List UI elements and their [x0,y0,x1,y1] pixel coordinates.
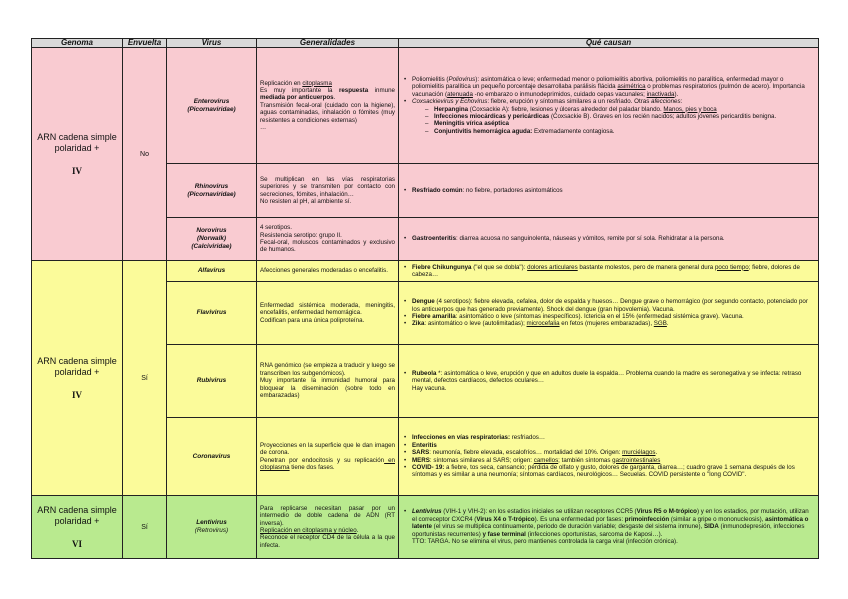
genoma-cell-group1 [32,48,123,261]
gen-line: Afecciones generales moderadas o encefalitis. [260,267,388,275]
sub-list-item: – Herpangina (Coxsackie A): fiebre, lesiones y úlceras alrededor del paladar blando. Manos, pies y boca [434,106,815,113]
virus-cell-enterovirus [167,48,257,164]
que-causan-flavivirus [399,282,819,345]
generalidades-coronavirus [257,418,399,496]
header-row [32,39,819,48]
que-causan-enterovirus [399,48,819,164]
que-causan-rubivirus [399,345,819,418]
list-item: • Fiebre amarilla: asintomático o leve (síntomas inespecíficos). Ictericia en el 15% (enfermedad sistémica grave). Vacuna. [412,313,815,320]
genoma-text: ARN cadena simple polaridad + [37,504,117,526]
gen-line: Reconoce el receptor CD4 de la célula a la que infecta. [260,534,395,549]
gen-line: Para replicarse necesitan pasar por un intermedio de doble cadena de ADN (RT inversa). [260,504,395,527]
virus-name: Rubivirus [196,377,227,384]
virus-name: Lentivirus [196,519,227,526]
virus-name: Norovirus [196,227,227,234]
baltimore-class: IV [71,389,82,400]
gen-line: Replicación en citoplasma y núcleo. [260,527,359,534]
list-item: • Gastroenteritis: diarrea acuosa no sanguinolenta, náuseas y vómitos, remite por sí sola. Rehidratar a la persona. [412,235,815,242]
table-row-lentivirus [32,496,819,559]
header-generalidades: Generalidades [257,39,399,48]
virus-cell-norovirus [167,218,257,261]
generalidades-enterovirus [257,48,399,164]
gen-line: 4 serotipos. [260,224,292,232]
virus-cell-rubivirus [167,345,257,418]
table-row-enterovirus [32,48,819,164]
generalidades-rhinovirus [257,164,399,218]
gen-line: No resisten al pH, al ambiente sí. [260,197,352,205]
gen-line: Codifican para una única poliproteína. [260,316,365,324]
list-item: • Dengue (4 serotipos): fiebre elevada, cefalea, dolor de espalda y huesos… Dengue grave o hemorrágico (por segundo contacto, potenciado por los anticuerpos que has generado previamente). Shock del dengue (gran hipovolemia). Vacuna. [412,298,815,313]
que-causan-rhinovirus [399,164,819,218]
table-row-alfavirus [32,261,819,282]
list-item: • Enteritis [412,442,815,449]
gen-line: Es muy importante la respuesta inmune mediada por anticuerpos. [260,86,395,102]
list-item: • SARS: neumonía, fiebre elevada, escalofríos… mortalidad del 10%. Origen: murciélagos. [412,449,815,456]
header-que-causan: Qué causan [399,39,819,48]
header-virus: Virus [167,39,257,48]
list-item: • Fiebre Chikungunya ("el que se dobla"): dolores articulares bastante molestos, pero de manera general dura poco tiempo; fiebre, dolores de cabeza… [412,264,815,279]
generalidades-flavivirus [257,282,399,345]
gen-line: Muy importante la inmunidad humoral para bloquear la diseminación (sobre todo en embarazadas) [260,377,395,400]
virus-table [31,38,819,559]
que-causan-norovirus [399,218,819,261]
header-envuelta: Envuelta [123,39,167,48]
list-item: • Zika: asintomático o leve (autolimitadas); microcefalia en fetos (mujeres embarazadas), SGB. [412,320,815,327]
virus-cell-flavivirus [167,282,257,345]
list-item: • MERS: síntomas similares al SARS; origen: camellos; también síntomas gastrointestinales [412,457,815,464]
list-item: • Poliomielitis (Poliovirus): asintomática o leve; enfermedad menor o poliomielitis abortiva, poliomielitis no paralítica, enfermedad mayor o poliomielitis paralítica un pequeño porcentaje desarrollaba parálisis flácida asimétrica o problemas respiratorios (pulmón de acero). Importancia vacunación (atenuada -no embarazo o inmunodeprimidos, cuidado cepas vacunales; inactivada). [412,76,815,98]
virus-family: (Calciviridae) [191,243,232,250]
virus-family: (Retrovirus) [194,527,229,534]
gen-line: Resistencia serotipo: grupo II. [260,231,342,239]
list-item: • Resfriado común: no fiebre, portadores asintomáticos [412,187,815,194]
genoma-cell-group2 [32,261,123,496]
list-item: • COVID- 19: a fiebre, tos seca, cansancio; pérdida de olfato y gusto, dolores de garganta, diarrea…; cuadro grave 1 semana después de los síntomas y es similar a una neumonía; síntomas cardíacos, neurológicos… Secuelas. COVID persistente o "long COVID". [412,464,815,479]
genoma-text: ARN cadena simple polaridad + [37,355,117,377]
virus-family: (Picornaviridae) [187,105,236,113]
gen-line: Penetran por endocitosis y su replicación en citoplasma tiene dos fases. [260,456,395,471]
virus-cell-coronavirus [167,418,257,496]
virus-family: (Picornaviridae) [187,190,236,198]
list-item: • Lentivirus (VIH-1 y VIH-2): en los estadios iniciales se utilizan receptores CCR5 (Virus R5 o M-trópico) y en los estadios, por mutación, utilizan el correceptor CXCR4 (Virus X4 o T-trópico). Es una enfermedad por fases: primoinfección (similar a gripe o mononucleosis), asintomática o latente (el virus se multiplica continuamente, periodo de duración variable; desgaste del sistema inmune), SIDA (inmunodepresión, infecciones oportunistas recurrentes) y fase terminal (infecciones oportunistas, sarcoma de Kaposi…). TTO: TARGA. No se elimina el virus, pero mantienes controlada la carga viral (infección crónica). [412,508,815,545]
virus-cell-lentivirus [167,496,257,559]
virus-name: Alfavirus [197,267,226,274]
generalidades-alfavirus [257,261,399,282]
genoma-cell-group3 [32,496,123,559]
virus-name: Enterovirus [193,97,230,105]
genoma-text: ARN cadena simple polaridad + [37,131,117,153]
virus-cell-rhinovirus [167,164,257,218]
generalidades-lentivirus [257,496,399,559]
list-item: • Infecciones en vías respiratorias: resfriados… [412,434,815,441]
gen-line: Transmisión fecal-oral (cuidado con la higiene), aguas contaminadas, inhalación o fómites (muy resistentes a condiciones externas) [260,101,395,124]
que-causan-alfavirus [399,261,819,282]
gen-line: Enfermedad sistémica moderada, meningitis, encefalitis, enfermedad hemorrágica. [260,301,395,317]
generalidades-norovirus [257,218,399,261]
gen-line: … [260,124,267,132]
sub-list-item: – Infecciones miocárdicas y pericárdicas (Coxsackie B). Graves en los recién nacidos; adultos jóvenes pericarditis benigna. [434,113,815,120]
list-item: • Coxsackievirus y Echovirus: fiebre, erupción y síntomas similares a un resfriado. Otras afecciones: – Herpangina (Coxsackie A): fiebre, lesiones y úlceras alrededor del paladar blando. Manos, pies y boca – Infecciones miocárdicas y pericárdicas (Coxsackie B). Graves en los recién nacidos; adultos jóvenes pericarditis benigna. – Meningitis vírica aséptica – Conjuntivitis hemorrágica aguda: Extremadamente contagiosa. [412,98,815,135]
baltimore-class: VI [71,538,82,549]
envuelta-cell-group2: Sí [123,261,167,496]
que-causan-coronavirus [399,418,819,496]
virus-name: Coronavirus [192,452,231,460]
envuelta-cell-group3: Sí [123,496,167,559]
virus-cell-alfavirus [167,261,257,282]
gen-line: Fecal-oral, moluscos contaminados y exclusivo de humanos. [260,239,395,254]
gen-line: RNA genómico (se empieza a traducir y luego se transcriben los subgenómicos). [260,362,395,377]
gen-line: Proyecciones en la superficie que le dan imagen de corona. [260,441,395,457]
gen-line: Replicación en citoplasma [260,79,332,87]
generalidades-rubivirus [257,345,399,418]
virus-name: Flavivirus [196,309,227,316]
que-causan-lentivirus [399,496,819,559]
envuelta-cell-group1: No [123,48,167,261]
virus-alt-name: (Norwalk) [196,235,227,242]
gen-line: Se multiplican en las vías respiratorias superiores y se transmiten por contacto con secreciones, fómites, inhalación… [260,175,395,198]
sub-list-item: – Conjuntivitis hemorrágica aguda: Extremadamente contagiosa. [434,128,815,135]
sub-list-item: – Meningitis vírica aséptica [434,120,815,127]
list-item: • Rubeola *: asintomática o leve, erupción y que en adultos duele la espalda… Problema cuando la madre es seronegativa y se infecta: retraso mental, defectos cardíacos, defectos oculares… Hay vacuna. [412,370,815,392]
virus-name: Rhinovirus [194,182,229,190]
baltimore-class: IV [71,165,82,176]
header-genoma: Genoma [32,39,123,48]
